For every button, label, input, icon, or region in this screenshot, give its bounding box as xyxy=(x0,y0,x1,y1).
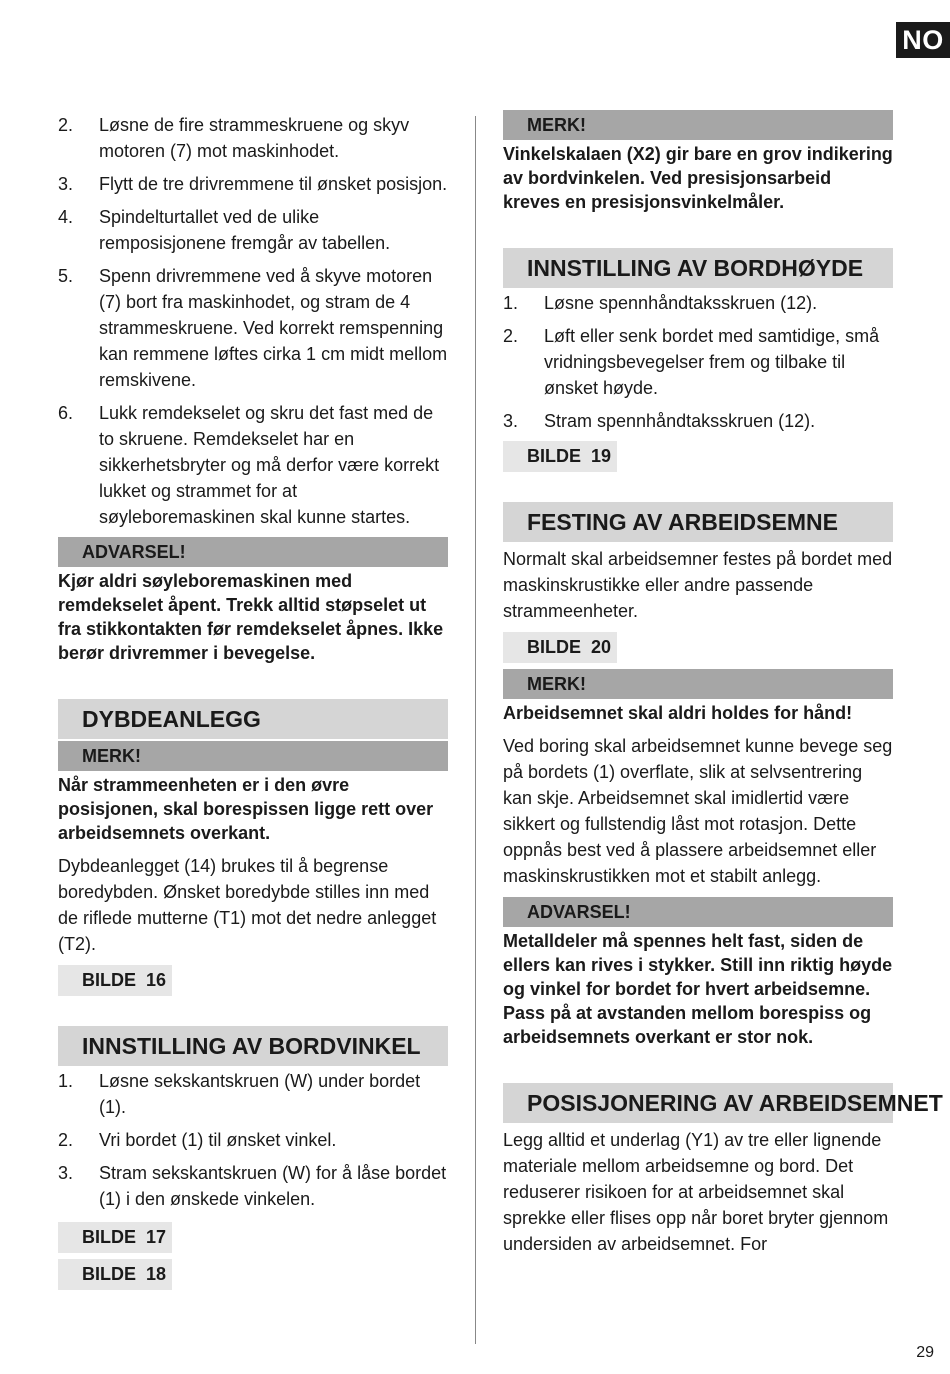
list-item: 1. Løsne sekskantskruen (W) under bordet (1). xyxy=(58,1071,421,1117)
figure-reference: BILDE 18 xyxy=(58,1259,172,1290)
paragraph: Normalt skal arbeidsemner festes på bordet med maskinskrustikke eller andre passende strammeenheter. xyxy=(503,549,893,621)
warning-label: ADVARSEL! xyxy=(503,897,893,927)
section-title-table-height: INNSTILLING AV BORDHØYDE xyxy=(503,248,893,288)
language-badge: NO xyxy=(896,22,950,58)
list-item: 3. Flytt de tre drivremmene til ønsket posisjon. xyxy=(58,174,448,194)
section-title-positioning: POSISJONERING AV ARBEIDSEMNET xyxy=(503,1083,893,1123)
warning-text: Metalldeler må spennes helt fast, siden de ellers kan rives i stykker. Still inn riktig høyde og vinkel for bordet for hvert arbeidsemne. Pass på at avstanden mellom borespiss og arbeidsemnets overkant er stor nok. xyxy=(503,931,893,1047)
paragraph: Legg alltid et underlag (Y1) av tre eller lignende materiale mellom arbeidsemne og bord. Det reduserer risikoen for at arbeidsemnet skal sprekke eller flises opp når boret bryter gjennom undersiden av arbeidsemnet. For xyxy=(503,1130,889,1254)
height-steps-list xyxy=(503,290,893,434)
list-item: 4. Spindelturtallet ved de ulike remposisjonene fremgår av tabellen. xyxy=(58,207,391,253)
list-item: 2. Løsne de fire strammeskruene og skyv motoren (7) mot maskinhodet. xyxy=(58,115,410,161)
list-item: 3. Stram spennhåndtaksskruen (12). xyxy=(503,411,816,431)
list-item: 2. Vri bordet (1) til ønsket vinkel. xyxy=(58,1130,337,1150)
paragraph: Ved boring skal arbeidsemnet kunne bevege seg på bordets (1) overflate, slik at selvsentrering kan skje. Arbeidsemnet skal imidlertid være sikkert og fullstendig låst mot rotasjon. Dette oppnås best ved å plassere arbeidsemnet eller maskinskrustikken mot et stabilt anlegg. xyxy=(503,736,893,886)
figure-reference: BILDE 20 xyxy=(503,632,617,663)
note-label: MERK! xyxy=(58,741,448,771)
figure-reference: BILDE 16 xyxy=(58,965,172,996)
note-text: Når strammeenheten er i den øvre posisjonen, skal borespissen ligge rett over arbeidsemnets overkant. xyxy=(58,775,434,843)
section-title-depth: DYBDEANLEGG xyxy=(58,699,448,739)
section-title-table-angle: INNSTILLING AV BORDVINKEL xyxy=(58,1026,448,1066)
figure-reference: BILDE 17 xyxy=(58,1222,172,1253)
page-number: 29 xyxy=(916,1344,934,1361)
right-column xyxy=(503,110,943,1265)
section-title-fixing: FESTING AV ARBEIDSEMNE xyxy=(503,502,893,542)
note-text: Arbeidsemnet skal aldri holdes for hånd! xyxy=(503,703,853,723)
list-item: 3. Stram sekskantskruen (W) for å låse bordet (1) i den ønskede vinkelen. xyxy=(58,1163,447,1209)
list-item: 6. Lukk remdekselet og skru det fast med de to skruene. Remdekselet har en sikkerhetsbryter og må derfor være korrekt lukket og strammet for at søyleboremaskinen skal kunne startes. xyxy=(58,403,440,527)
note-label: MERK! xyxy=(503,669,893,699)
note-text: Vinkelskalaen (X2) gir bare en grov indikering av bordvinkelen. Ved presisjonsarbeid kreves en presisjonsvinkelmåler. xyxy=(503,144,893,212)
figure-reference: BILDE 19 xyxy=(503,441,617,472)
warning-text: Kjør aldri søyleboremaskinen med remdekselet åpent. Trekk alltid støpselet ut fra stikkontakten før remdekselet åpnes. Ikke berør drivremmer i bevegelse. xyxy=(58,571,444,663)
paragraph: Dybdeanlegget (14) brukes til å begrense boredybden. Ønsket boredybde stilles inn med de riflede mutterne (T1) mot det nedre anlegget (T2). xyxy=(58,856,437,954)
warning-label: ADVARSEL! xyxy=(58,537,448,567)
list-item: 5. Spenn drivremmene ved å skyve motoren (7) bort fra maskinhodet, og stram de 4 strammeskruene. Ved korrekt remspenning kan remmene løftes cirka 1 cm midt mellom remskivene. xyxy=(58,266,448,390)
list-item: 2. Løft eller senk bordet med samtidige, små vridningsbevegelser frem og tilbake til ønsket høyde. xyxy=(503,326,880,398)
left-column xyxy=(58,112,448,1296)
note-label: MERK! xyxy=(503,110,893,140)
belt-steps-list xyxy=(58,112,448,530)
column-divider xyxy=(475,116,476,1344)
angle-steps-list xyxy=(58,1068,448,1212)
list-item: 1. Løsne spennhåndtaksskruen (12). xyxy=(503,293,818,313)
